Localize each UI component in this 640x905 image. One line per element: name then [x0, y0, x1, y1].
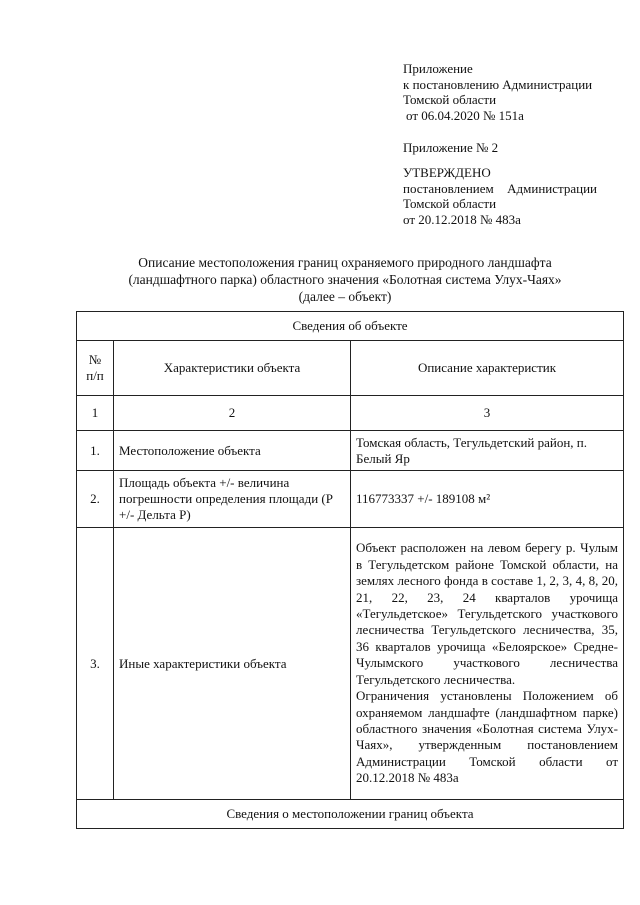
approved-by-authority: Администрации: [507, 180, 597, 196]
description-paragraph: Ограничения установлены Положением об охраняемом ландшафте (ландшафтном парке) областного значения «Болотная система Улух-Чаях», утвержденным постановлением Администрации Томской области от 20.12.2018 № 483а: [356, 688, 619, 786]
approved-label: УТВЕРЖДЕНО: [403, 165, 491, 180]
column-header-description: Описание характеристик: [351, 341, 624, 396]
appendix-number: Приложение № 2: [403, 140, 499, 155]
section-header-row: [77, 800, 624, 829]
appendix-date: от 06.04.2020 № 151а: [406, 107, 524, 123]
appendix-line: к постановлению Администрации: [403, 76, 593, 92]
approved-region: Томской области: [403, 196, 497, 211]
description-paragraph: Объект расположен на левом берегу р. Чулым в Тегульдетском районе Томской области, на землях лесного фонда в составе 1, 2, 3, 4, 8, 20, 21, 22, 23, 24 кварталов урочища «Тегульдетское» Тегульдетского участкового лесничества Тегульдетского лесничества, 35, 36 кварталов урочища «Белоярское» Средне-Чулымского участкового лесничества Тегульдетского лесничества.: [356, 540, 619, 687]
object-info-table: [76, 311, 624, 829]
column-index-1: 1: [77, 396, 114, 431]
table-row: [77, 471, 624, 528]
section-header-object-info: Сведения об объекте: [77, 312, 624, 341]
row-characteristic: Площадь объекта +/- величина погрешности определения площади (Р +/- Дельта Р): [114, 471, 351, 528]
row-description: [351, 528, 624, 800]
row-number: 3.: [77, 528, 114, 800]
approved-by-word: постановлением: [403, 180, 494, 196]
title-line: Описание местоположения границ охраняемого природного ландшафта: [138, 255, 552, 270]
table-row: [77, 431, 624, 471]
table-row: [77, 528, 624, 800]
title-line: (ландшафтного парка) областного значения «Болотная система Улух-Чаях»: [128, 272, 562, 287]
column-header-characteristics: Характеристики объекта: [114, 341, 351, 396]
appendix-line: Томской области: [403, 92, 497, 107]
approved-date: от 20.12.2018 № 483а: [403, 211, 521, 227]
column-header-row: [77, 341, 624, 396]
row-characteristic: Иные характеристики объекта: [114, 528, 351, 800]
column-index-row: [77, 396, 624, 431]
section-header-boundaries: Сведения о местоположении границ объекта: [77, 800, 624, 829]
approved-by-line: [403, 181, 597, 197]
document-title: [80, 254, 610, 305]
row-number: 1.: [77, 431, 114, 471]
column-index-2: 2: [114, 396, 351, 431]
row-description: 116773337 +/- 189108 м²: [351, 471, 624, 528]
appendix-header: [403, 61, 592, 123]
row-description: Томская область, Тегульдетский район, п. Белый Яр: [351, 431, 624, 471]
row-characteristic: Местоположение объекта: [114, 431, 351, 471]
column-header-number: № п/п: [77, 341, 114, 396]
section-header-row: [77, 312, 624, 341]
title-line: (далее – объект): [298, 289, 392, 304]
column-index-3: 3: [351, 396, 624, 431]
appendix-line: Приложение: [403, 61, 473, 76]
approval-block: [403, 165, 597, 227]
row-number: 2.: [77, 471, 114, 528]
